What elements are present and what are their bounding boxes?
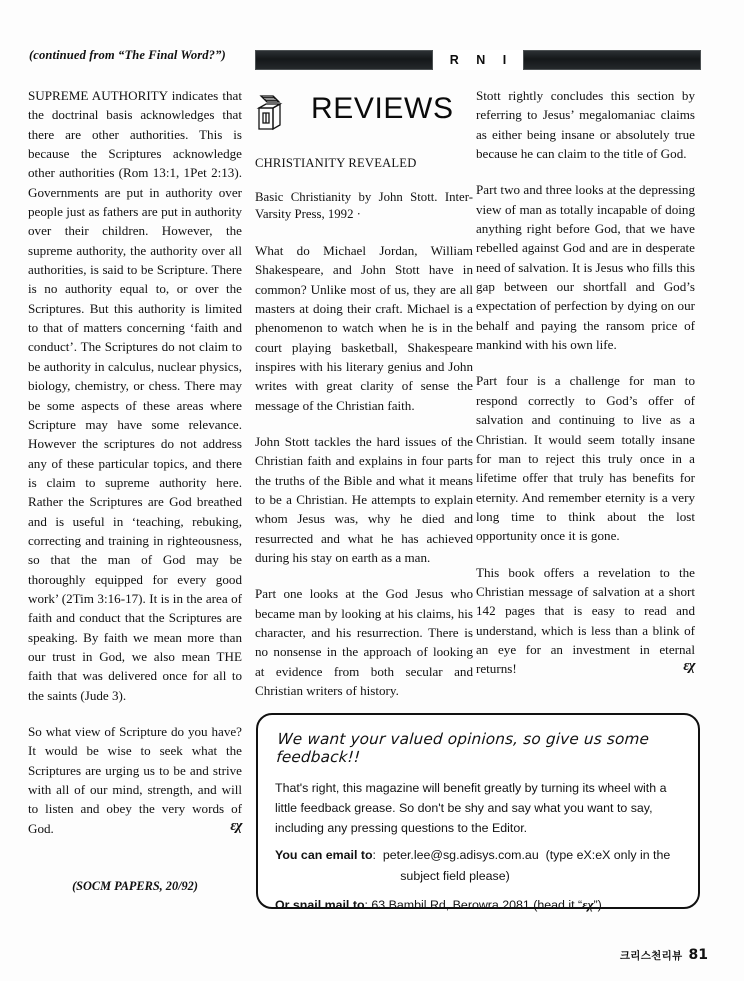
source-credit: (SOCM PAPERS, 20/92) xyxy=(72,879,198,894)
footer-publication-name: 크리스천리뷰 xyxy=(619,950,683,962)
book-and-pen-icon xyxy=(253,91,297,135)
review-subtitle: Basic Christianity by John Stott. Inter-Varsity Press, 1992 · xyxy=(255,190,473,222)
review-title: CHRISTIANITY REVEALED xyxy=(255,156,417,170)
paragraph-text: So what view of Scripture do you have? It would be wise to seek what the Scriptures are urging us to be and strive with all of our mind, strength, and will to listen and obey the very words of God. xyxy=(28,724,242,836)
section-header xyxy=(253,88,483,144)
ex-logo-glyph: εχ xyxy=(230,817,242,834)
paragraph: Part two and three looks at the depressing view of man as totally incapable of doing anything right before God, that we have rebelled against God and are in desperate need of salvation. It is Jesus who fills this gap between our shortfall and God’s expectation of perfection by dying on our behalf and paying the ransom price of mankind with his own life. xyxy=(476,182,695,353)
footer-page-number: 81 xyxy=(688,947,708,963)
paragraph xyxy=(476,563,695,679)
paragraph-text: This book offers a revelation to the Christian message of salvation at a short 142 pages that is easy to read and understand, which is less than a blink of an eye for an investment in eternal returns! xyxy=(476,564,695,677)
masthead-label: R N I xyxy=(449,52,514,67)
column-two xyxy=(255,155,473,700)
feedback-mail-address: 63 Bambil Rd, Berowra 2081 (head it “ xyxy=(371,898,583,912)
column-one xyxy=(28,86,242,896)
feedback-email-colon: : xyxy=(372,848,383,862)
paragraph: Stott rightly concludes this section by referring to Jesus’ megalomaniac claims as either being insane or absolutely true because he can claim to the title of God. xyxy=(476,88,695,162)
feedback-mail-colon: : xyxy=(364,898,372,912)
feedback-email-line xyxy=(275,845,681,866)
feedback-mail-line xyxy=(275,894,681,916)
feedback-email-note xyxy=(539,848,546,862)
paragraph: Part one looks at the God Jesus who became man by looking at his claims, his character, and his resurrection. There is no nonsense in the approach of looking at evidence from both secular and Christian writers of history. xyxy=(255,586,473,699)
feedback-mail-address-tail: ”) xyxy=(593,898,602,912)
column-three xyxy=(476,86,695,729)
paragraph xyxy=(28,722,242,838)
feedback-email-address[interactable]: peter.lee@sg.adisys.com.au xyxy=(382,848,539,862)
masthead-bar-gap xyxy=(433,50,523,70)
paragraph: John Stott tackles the hard issues of the Christian faith and explains in four parts the truths of the Bible and what it means to be a Christian. He attempts to explain whom Jesus was, why he died and resurrected and what he has achieved during his stay on earth as a man. xyxy=(255,433,473,565)
page-title: REVIEWS xyxy=(311,92,454,125)
feedback-body-text: That's right, this magazine will benefit greatly by turning its wheel with a little feedback grease. So don't be shy and say what you want to say, including any pressing questions to the Editor. xyxy=(275,781,667,835)
masthead-bar-left-segment xyxy=(255,50,433,70)
paragraph: Part four is a challenge for man to respond correctly to God’s offer of salvation and continuing to live as a Christian. It would seem totally insane for man to reject this truly once in a lifetime offer that truly has benefits for eternity. And remember eternity is a very long time to think about the lost opportunity once it is gone. xyxy=(476,373,695,544)
paragraph: What do Michael Jordan, William Shakespeare, and John Stott have in common? Unlike most of us, they are all masters at doing their craft. Michael is a phenomenon to watch when he is in the court playing basketball, Shakespeare inspires with his literary genius and John writes with great clarity of sense the message of the Christian faith. xyxy=(255,242,473,413)
feedback-mail-label: Or snail mail to xyxy=(275,898,365,912)
feedback-email-note-line2: subject field please) xyxy=(400,869,510,883)
feedback-headline: We want your valued opinions, so give us some feedback!! xyxy=(275,730,650,766)
page-footer xyxy=(620,947,708,963)
ex-logo-glyph: εχ xyxy=(683,658,695,675)
ex-logo-glyph: εχ xyxy=(582,897,594,912)
masthead-bar xyxy=(255,50,701,70)
paragraph: SUPREME AUTHORITY indicates that the doctrinal basis acknowledges that there are other authorities. This is because the Scriptures acknowledge other authorities (Rom 13:1, 1Pet 2:13). Governments are put in authority over people just as fathers are put in authority over their children. However, the supreme authority, the authority over all authorities, is said to be Scripture. There is no authority equal to, or over the Scriptures. But this authority is limited to that of matters concerning ‘faith and conduct’. The Scriptures do not claim to be authority in calculus, nuclear physics, biology, chemistry, or chess. There may be some aspects of these areas where Scripture may have some relevance. However the scriptures do not address any of these particular topics, and there is claim to supreme authority here. Rather the Scriptures are God breathed and is useful in ‘teaching, rebuking, correcting and training in righteousness, so that the man of God may be thoroughly equipped for every good work’ (2Tim 3:16-17). It is in the area of faith and conduct that the Scriptures are speaking. By faith we mean more than our trust in God, we also mean THE faith that was delivered once for all to the saints (Jude 3). xyxy=(28,88,242,703)
continued-from-note: (continued from “The Final Word?”) xyxy=(29,48,226,62)
feedback-callout-box xyxy=(256,713,700,912)
feedback-email-label: You can email to xyxy=(275,848,373,862)
masthead-bar-right-segment xyxy=(523,50,701,70)
feedback-email-note-text: (type eX:eX only in the xyxy=(545,848,671,862)
